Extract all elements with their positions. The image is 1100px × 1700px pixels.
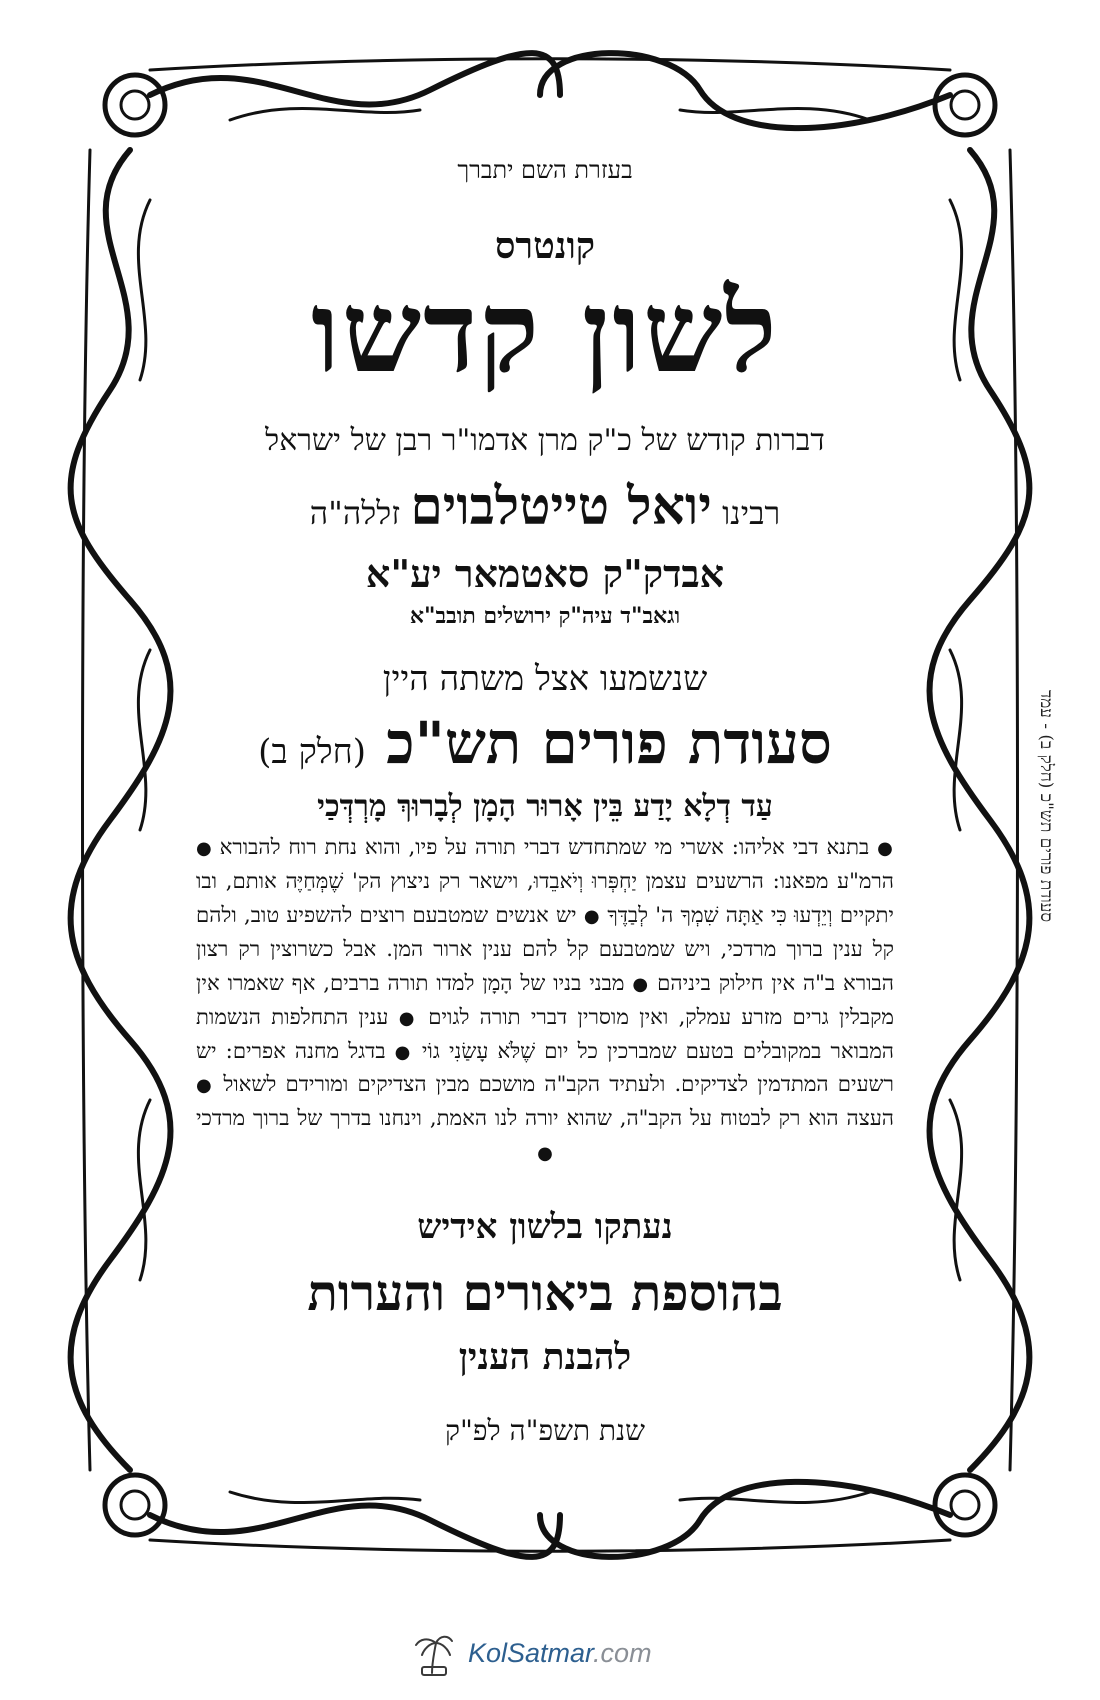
translated-line: נעתקו בלשון אידיש — [417, 1207, 673, 1248]
topic-item: ענין התחלפות הנשמות המבואר במקובלים בטעם שמברכין כל יום שֶׁלֹּא עָשַׂנִי גוֹי — [196, 1003, 894, 1063]
bullet-icon: ● — [398, 1007, 418, 1029]
rabbi-prefix: רבינו — [722, 494, 781, 532]
side-running-title: סעודת פורים תש"כ (חלק ב) - עמד — [1036, 690, 1056, 922]
bullet-icon: ● — [196, 1075, 215, 1097]
seuda-title — [190, 709, 900, 777]
palm-tree-icon — [410, 1629, 458, 1677]
site-logo[interactable] — [410, 1628, 710, 1678]
rabbi-line — [190, 476, 900, 537]
seuda-part: (חלק ב) — [258, 732, 367, 772]
bullet-icon: ● — [394, 1041, 413, 1063]
divrei-line: דברות קודש של כ"ק מרן אדמו"ר רבן של ישראל — [265, 423, 825, 458]
title-page — [190, 150, 900, 1590]
basad-heading: בעזרת השם יתברך — [457, 156, 633, 184]
rabbi-suffix: זללה"ה — [309, 494, 401, 532]
bullet-icon: ● — [632, 973, 650, 995]
topic-item: מבני בניו של הָמָן למדו תורה ברבים, אף שאמרו אין מקבלין גרים מזרע עמלק, ואין מוסרין דברי תורה לגוים — [196, 969, 894, 1029]
kuntres-label: קונטרס — [494, 225, 596, 267]
main-title: לשון קדשו — [311, 267, 779, 398]
quote-line: עַד דְלָא יָדַע בֵּין אָרוּר הָמָן לְבָרוּךְ מָרְדְּכַי — [317, 789, 773, 824]
topics-paragraph — [190, 830, 900, 1169]
site-tld: .com — [593, 1637, 652, 1668]
rabbi-name: יואל טייטלבוים — [410, 476, 712, 537]
gaabd-line: וגאב"ד עיה"ק ירושלים תובב"א — [409, 603, 681, 629]
nishma-line: שנשמעו אצל משתה היין — [382, 659, 708, 699]
site-name — [468, 1638, 652, 1669]
topic-item: העצה הוא רק לבטוח על הקב"ה, שהוא יורה לנו האמת, וינחנו בדרך של ברוך מרדכי — [196, 1105, 894, 1131]
site-brand: KolSatmar — [468, 1637, 594, 1668]
topic-item: יש אנשים שמטבעם רוצים להשפיע טוב, ולהם קל ענין ברוך מרדכי, ויש שמטבעם קל להם ענין ארור המן. אבל כשרוצין רק רצון הבורא ב"ה אין חילוק ביניהם — [196, 901, 894, 995]
seuda-text: סעודת פורים תש"כ — [386, 709, 832, 777]
bullet-icon: ● — [877, 838, 894, 859]
topic-item: בתנא דבי אליהו: אשרי מי שמתחדש דברי תורה על פיו, והוא נחת רוח להבורא — [219, 834, 870, 859]
bullet-icon: ● — [196, 838, 212, 859]
understanding-line: להבנת הענין — [458, 1336, 632, 1379]
topic-item: הרמ"ע מפאנו: הרשעים עצמן יַחְפְּרוּ וְיֹאבֵדוּ, וישאר רק ניצוץ הק' שֶׁמְּחַיֶּה אותם, ובו יתקיים וְיֵדְעוּ כִּי אַתָּה שִׁמְךָ ה' לְבַדֶּךָ — [196, 867, 894, 927]
bullet-icon: ● — [583, 905, 601, 927]
abdak-line: אבדק"ק סאטמאר יע"א — [365, 551, 725, 596]
topic-item: בדגל מחנה אפרים: יש רשעים המתדמין לצדיקים. ולעתיד הקב"ה מושכם מבין הצדיקים ומורידם לשאול — [196, 1037, 894, 1097]
bullet-icon: ● — [537, 1143, 553, 1165]
year-line: שנת תשפ"ה לפ"ק — [445, 1414, 645, 1448]
addition-line: בהוספת ביאורים והערות — [307, 1263, 783, 1323]
